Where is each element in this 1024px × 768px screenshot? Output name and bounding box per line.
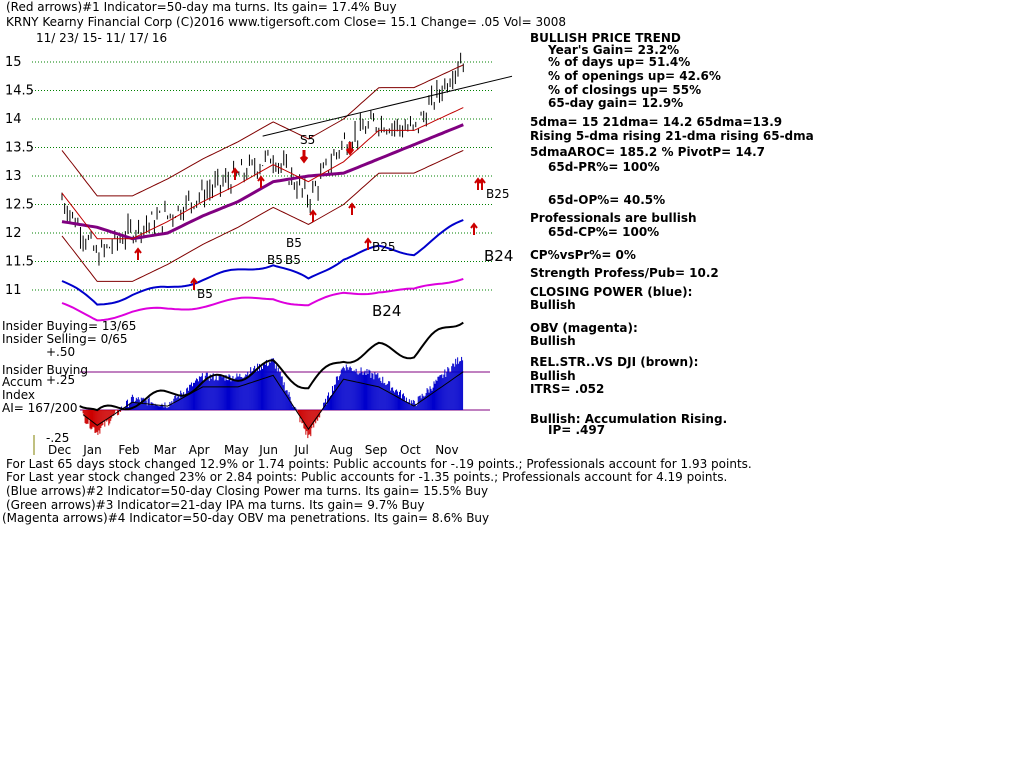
side-panel-line: Bullish (530, 369, 576, 383)
side-panel-line: % of days up= 51.4% (548, 55, 691, 69)
x-tick-label: Oct (400, 443, 421, 457)
signal-label: B25 (486, 187, 510, 201)
signal-label: B5 (285, 253, 301, 267)
x-tick-label: Mar (153, 443, 177, 457)
header-line-1: (Red arrows)#1 Indicator=50-day ma turns. Its gain= 17.4% Buy (6, 0, 397, 14)
x-tick-label: Jan (83, 443, 102, 457)
side-panel-line: ITRS= .052 (530, 382, 605, 396)
accum-y-tick: -.25 (46, 431, 70, 445)
side-panel-line: 65d-CP%= 100% (548, 225, 660, 239)
signal-label-b24: B24 (372, 302, 402, 320)
y-tick-label: 15 (5, 55, 22, 70)
x-tick-label: Feb (118, 443, 140, 457)
signal-label: B5 (286, 236, 302, 250)
side-panel-line: Bullish: Accumulation Rising. (530, 412, 728, 426)
y-tick-label: 14.5 (5, 83, 34, 99)
signal-label: B5 (197, 287, 213, 301)
y-tick-label: 13.5 (5, 140, 34, 156)
side-panel-line: BULLISH PRICE TREND (530, 31, 681, 45)
ma65-line (62, 125, 463, 239)
side-panel-line: Bullish (530, 334, 576, 348)
x-tick-label: Apr (188, 443, 210, 457)
insider-buying-label-2: Insider Buying (2, 363, 88, 377)
x-tick-label: Jun (259, 443, 278, 457)
index-label: Index (2, 388, 36, 402)
footer-line-1: For Last 65 days stock changed 12.9% or 1.74 points: Public accounts for -.19 points.; Professionals account for 1.93 points. (6, 457, 752, 471)
date-range: 11/ 23/ 15- 11/ 17/ 16 (36, 31, 168, 45)
side-panel-line: Year's Gain= 23.2% (548, 43, 680, 57)
buy-arrow (479, 179, 485, 190)
y-tick-label: 11 (5, 283, 22, 298)
signal-label: B5 (267, 253, 283, 267)
side-panel-line: 5dma= 15 21dma= 14.2 65dma=13.9 (530, 115, 783, 129)
side-panel-line: REL.STR..VS DJI (brown): (530, 355, 699, 369)
side-panel-line: 65d-PR%= 100% (548, 160, 660, 174)
x-tick-label: Jul (294, 443, 309, 457)
side-panel-line: Strength Profess/Pub= 10.2 (530, 266, 719, 280)
side-panel-line: CLOSING POWER (blue): (530, 285, 693, 299)
side-panel-line: Professionals are bullish (530, 211, 697, 225)
sell-arrow (301, 150, 307, 161)
header-line-2: KRNY Kearny Financial Corp (C)2016 www.tigersoft.com Close= 15.1 Change= .05 Vol= 3008 (6, 15, 566, 29)
y-tick-label: 12 (5, 226, 22, 241)
footer-line-3: (Blue arrows)#2 Indicator=50-day Closing Power ma turns. Its gain= 15.5% Buy (6, 484, 489, 498)
x-tick-label: Dec (48, 443, 72, 457)
buy-arrow (135, 249, 141, 260)
buy-arrow (232, 169, 238, 180)
side-panel-line: % of openings up= 42.6% (548, 69, 721, 83)
footer-line-2: For Last year stock changed 23% or 2.84 points: Public accounts for -1.35 points.; Professionals account for 4.19 points. (6, 470, 728, 484)
ai-label: AI= 167/200 (2, 401, 78, 415)
signal-label: S5 (300, 133, 316, 147)
y-tick-label: 13 (5, 169, 22, 184)
buy-arrow (349, 204, 355, 215)
accum-y-tick: +.50 (46, 345, 76, 359)
y-tick-label: 12.5 (5, 197, 34, 213)
footer-line-5: (Magenta arrows)#4 Indicator=50-day OBV ma penetrations. Its gain= 8.6% Buy (2, 511, 490, 525)
accum-label: Accum (2, 375, 43, 389)
insider-buying-label: Insider Buying= 13/65 (2, 319, 137, 333)
y-tick-label: 11.5 (5, 254, 34, 270)
side-panel-line: IP= .497 (548, 423, 606, 437)
insider-selling-label: Insider Selling= 0/65 (2, 332, 128, 346)
side-panel-line: 65-day gain= 12.9% (548, 96, 684, 110)
x-tick-label: Nov (435, 443, 459, 457)
footer-line-4: (Green arrows)#3 Indicator=21-day IPA ma turns. Its gain= 9.7% Buy (6, 498, 425, 512)
side-panel-line: Rising 5-dma rising 21-dma rising 65-dma (530, 129, 814, 143)
side-panel-line: 65d-OP%= 40.5% (548, 193, 666, 207)
side-panel-line: OBV (magenta): (530, 321, 638, 335)
side-panel-line: % of closings up= 55% (548, 83, 702, 97)
trendline (263, 76, 512, 136)
x-tick-label: May (224, 443, 249, 457)
x-tick-label: Sep (364, 443, 388, 457)
x-tick-label: Aug (329, 443, 354, 457)
accum-y-tick: +.25 (46, 373, 76, 387)
signal-label: B24 (484, 247, 514, 265)
y-tick-label: 14 (5, 112, 22, 127)
signal-label: B25 (372, 240, 396, 254)
side-panel-line: 5dmaAROC= 185.2 % PivotP= 14.7 (530, 145, 765, 159)
side-panel-line: CP%vsPr%= 0% (530, 248, 636, 262)
side-panel-line: Bullish (530, 298, 576, 312)
